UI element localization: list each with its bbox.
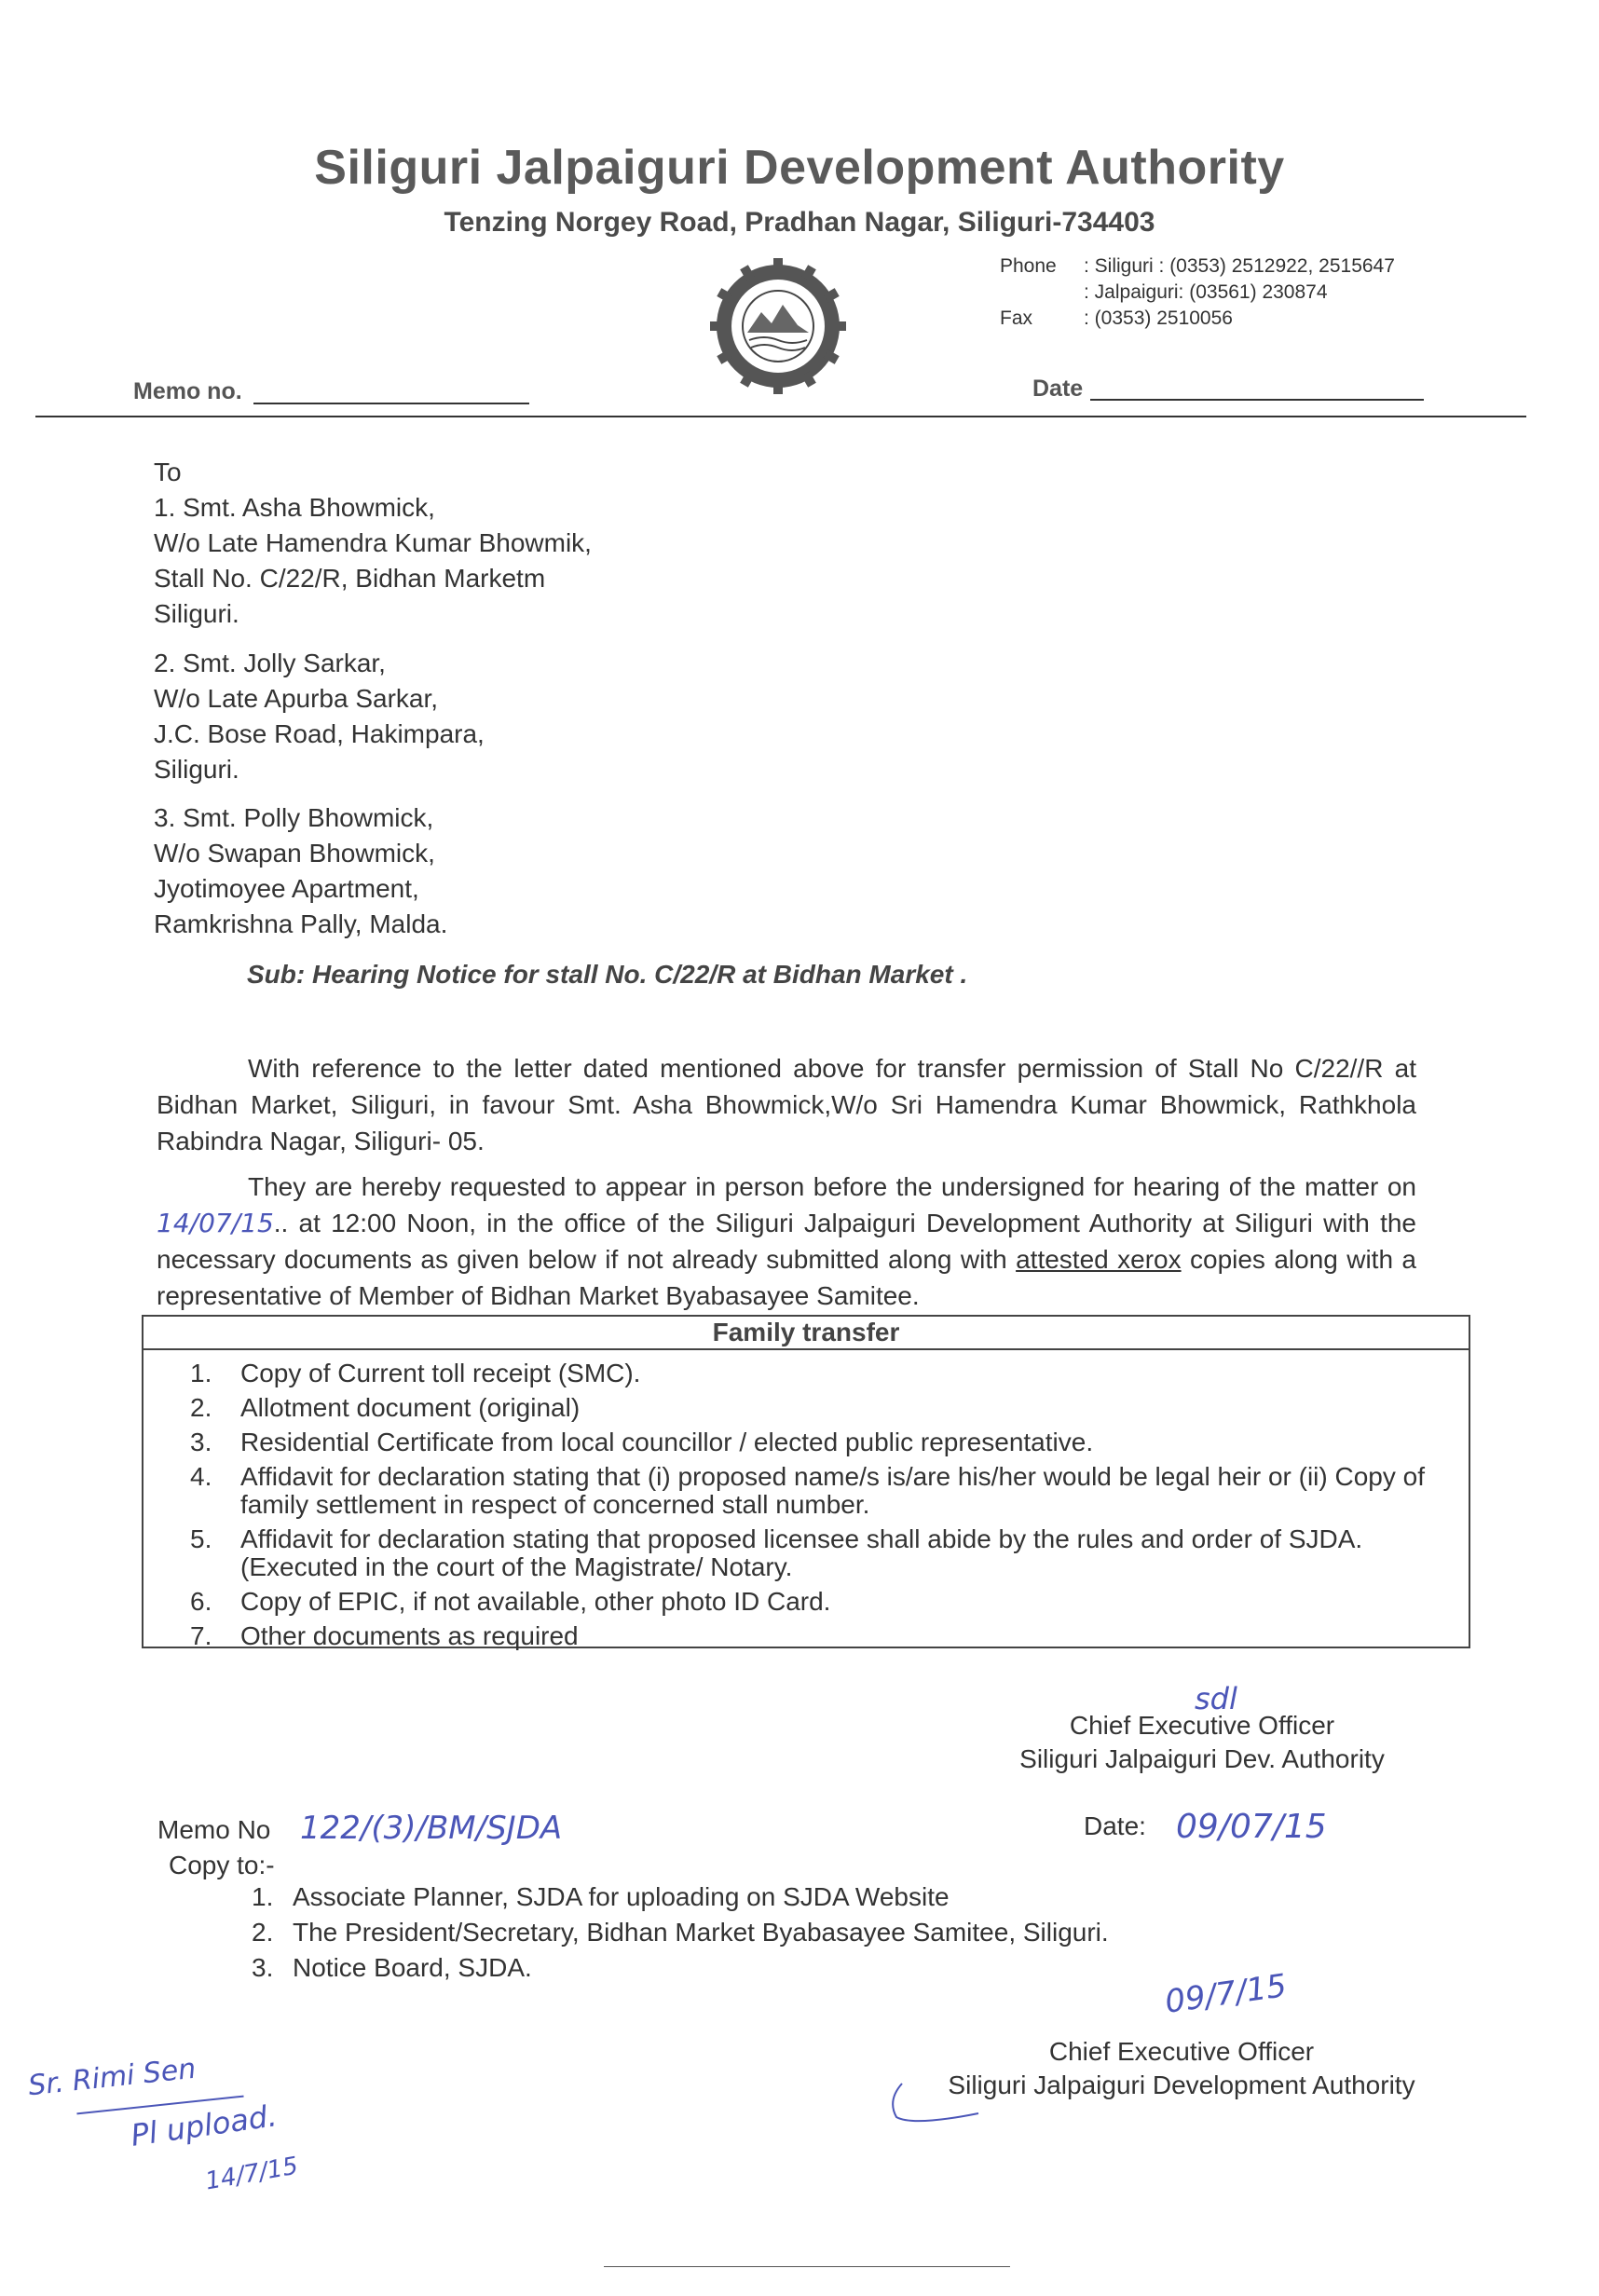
copy-to-label: Copy to:-	[169, 1851, 275, 1879]
sjda-seal-icon	[710, 258, 846, 394]
sdl-handwritten: sdl	[1195, 1681, 1237, 1716]
item-number: 5.	[190, 1524, 212, 1553]
date-line	[1090, 399, 1424, 401]
fax-value: : (0353) 2510056	[1084, 308, 1233, 329]
documents-list	[190, 1360, 1450, 1657]
memo-no-label-2: Memo No	[157, 1815, 271, 1844]
list-item	[190, 1588, 1450, 1616]
header-rule	[35, 416, 1526, 417]
item-text: Allotment document (original)	[240, 1393, 581, 1422]
address-line: Siliguri.	[154, 755, 239, 784]
recipient-address-3	[154, 800, 447, 942]
memo-no-line	[253, 403, 529, 404]
address-line: W/o Late Hamendra Kumar Bhowmik,	[154, 528, 592, 557]
signatory-title: Chief Executive Officer	[1048, 2037, 1315, 2066]
item-number: 3.	[190, 1428, 212, 1456]
copy-list	[252, 1879, 1109, 1986]
paragraph-text: .. at 12:00 Noon, in the office of the Siliguri Jalpaiguri Development Authority at Siliguri with the necessary documents as given below if not already submitted along with	[157, 1209, 1416, 1274]
address-line: 1. Smt. Asha Bhowmick,	[154, 493, 435, 522]
hearing-date-handwritten: 14/07/15	[157, 1208, 274, 1238]
item-text: Notice Board, SJDA.	[293, 1953, 532, 1982]
list-item	[252, 1950, 1109, 1986]
fax-label: Fax	[1000, 308, 1033, 329]
item-number: 6.	[190, 1587, 212, 1616]
item-number: 3.	[252, 1953, 274, 1982]
memo-date-label: Date:	[1084, 1811, 1146, 1840]
list-item	[190, 1622, 1450, 1650]
underlined-text: attested xerox	[1016, 1245, 1182, 1274]
item-text: Copy of EPIC, if not available, other photo ID Card.	[240, 1587, 831, 1616]
date-label: Date	[1032, 376, 1084, 402]
handnote-line-2: Pl upload.	[129, 2098, 280, 2153]
memo-date-handwritten: 09/07/15	[1176, 1808, 1327, 1846]
list-item	[190, 1428, 1450, 1456]
list-item	[252, 1915, 1109, 1950]
address-line: W/o Late Apurba Sarkar,	[154, 684, 439, 713]
list-item	[190, 1360, 1450, 1387]
list-item	[190, 1463, 1450, 1519]
phone-label: Phone	[1000, 255, 1057, 277]
address-line: J.C. Bose Road, Hakimpara,	[154, 719, 485, 748]
address-line: 3. Smt. Polly Bhowmick,	[154, 803, 434, 832]
address-line: Ramkrishna Pally, Malda.	[154, 909, 448, 938]
organization-name: Siliguri Jalpaiguri Development Authority	[314, 141, 1285, 195]
to-label: To	[154, 458, 182, 486]
signatory-org: Siliguri Jalpaiguri Development Authority	[948, 2070, 1415, 2099]
address-line: W/o Swapan Bhowmick,	[154, 839, 435, 868]
item-text: Other documents as required	[240, 1621, 579, 1650]
recipient-address-1	[154, 490, 592, 632]
item-number: 7.	[190, 1621, 212, 1650]
phone-line-1: : Siliguri : (0353) 2512922, 2515647	[1084, 255, 1395, 277]
list-item	[190, 1394, 1450, 1422]
initials-handwritten: 09/7/15	[1162, 1967, 1290, 2021]
item-text: Copy of Current toll receipt (SMC).	[240, 1359, 641, 1387]
item-text: Associate Planner, SJDA for uploading on SJDA Website	[293, 1882, 950, 1911]
item-text: Residential Certificate from local councillor / elected public representative.	[240, 1428, 1094, 1456]
item-number: 1.	[190, 1359, 212, 1387]
handnote-line-1: Sr. Rimi Sen	[26, 2052, 198, 2103]
handnote-line-3: 14/7/15	[203, 2152, 301, 2196]
body-paragraph-2	[157, 1168, 1416, 1314]
address-line: Siliguri.	[154, 599, 239, 628]
body-paragraph-1	[157, 1050, 1416, 1159]
signature-scribble-icon	[885, 2072, 988, 2128]
recipient-address-2	[154, 646, 485, 787]
address-line: Stall No. C/22/R, Bidhan Marketm	[154, 564, 546, 593]
item-text: Affidavit for declaration stating that proposed licensee shall abide by the rules and order of SJDA. (Executed in the court of the Magistrate/ Notary.	[240, 1524, 1363, 1581]
memo-number-handwritten: 122/(3)/BM/SJDA	[300, 1810, 563, 1847]
subject-line: Sub: Hearing Notice for stall No. C/22/R at Bidhan Market .	[247, 960, 968, 989]
memo-no-label: Memo no.	[133, 378, 242, 404]
list-item	[190, 1525, 1450, 1581]
documents-table	[142, 1315, 1470, 1648]
signature-block-1	[988, 1709, 1416, 1776]
organization-address: Tenzing Norgey Road, Pradhan Nagar, Siliguri-734403	[444, 207, 1155, 238]
contact-block	[1000, 253, 1395, 332]
table-title: Family transfer	[144, 1317, 1469, 1350]
signatory-org: Siliguri Jalpaiguri Dev. Authority	[1019, 1744, 1385, 1773]
item-text: Affidavit for declaration stating that (i) proposed name/s is/are his/her would be legal heir or (ii) Copy of family settlement in respect of concerned stall number.	[240, 1462, 1426, 1519]
item-number: 2.	[252, 1918, 274, 1947]
item-number: 2.	[190, 1393, 212, 1422]
footer-line	[604, 2266, 1010, 2267]
item-number: 4.	[190, 1462, 212, 1491]
list-item	[252, 1879, 1109, 1915]
paragraph-text: copies along with a representative of Member of Bidhan Market Byabasayee Samitee.	[157, 1245, 1416, 1310]
address-line: Jyotimoyee Apartment,	[154, 874, 419, 903]
address-line: 2. Smt. Jolly Sarkar,	[154, 649, 386, 677]
item-text: The President/Secretary, Bidhan Market Byabasayee Samitee, Siliguri.	[293, 1918, 1109, 1947]
item-number: 1.	[252, 1882, 274, 1911]
paragraph-text: With reference to the letter dated mentioned above for transfer permission of Stall No C/22//R at Bidhan Market, Siliguri, in favour Smt. Asha Bhowmick,W/o Sri Hamendra Kumar Bhowmick, Rathkhola Rabindra Nagar, Siliguri- 05.	[157, 1054, 1416, 1155]
phone-line-2: : Jalpaiguri: (03561) 230874	[1084, 281, 1328, 303]
signatory-title: Chief Executive Officer	[1069, 1711, 1335, 1740]
paragraph-text: They are hereby requested to appear in person before the undersigned for hearing of the matter on	[248, 1172, 1416, 1201]
